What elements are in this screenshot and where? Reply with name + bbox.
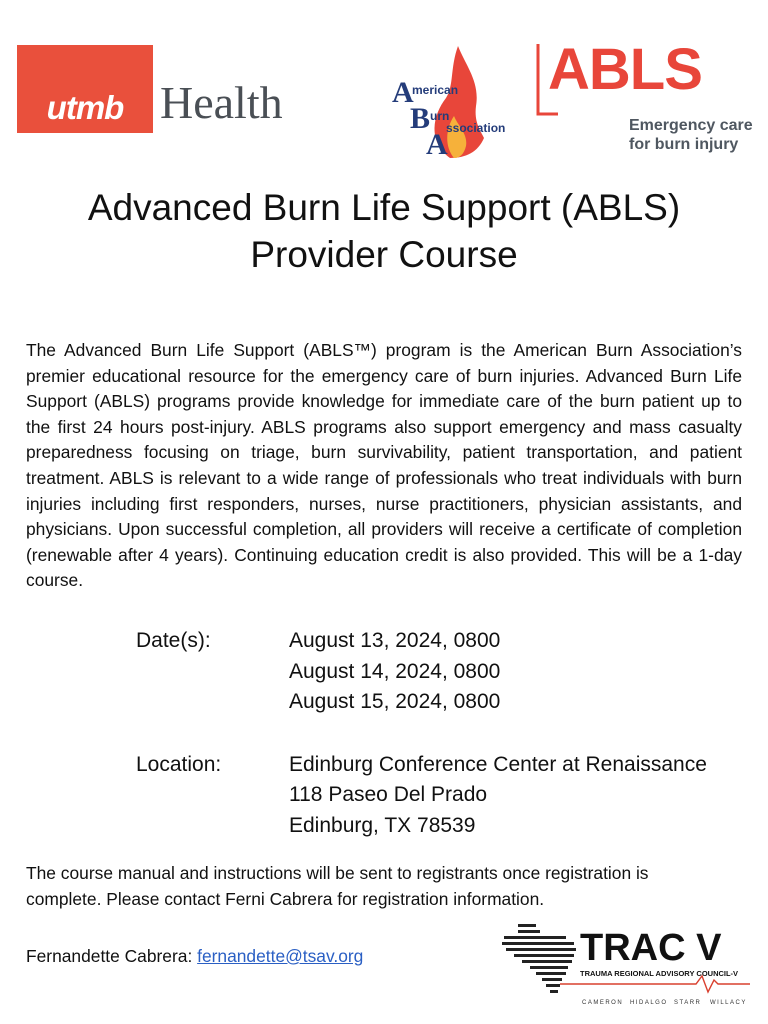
abls-tagline	[629, 116, 753, 154]
aba-word-burn: urn	[430, 109, 450, 123]
dates-row	[136, 626, 707, 718]
contact-email-link[interactable]: fernandette@tsav.org	[197, 946, 364, 966]
texas-map-icon	[502, 924, 576, 993]
abls-tagline-line: Emergency care	[629, 117, 753, 134]
abls-logo-text: ABLS	[548, 37, 702, 102]
trac-county: HIDALGO	[630, 1000, 668, 1006]
course-description: The Advanced Burn Life Support (ABLS™) program is the American Burn Association’s premier educational resource for the emergency care of burn injuries. Advanced Burn Life Support (ABLS) programs provide knowledge for immediate care of the burn patient up to the first 24 hours post-injury. ABLS programs also support emergency and mass casualty preparedness focusing on triage, burn survivability, patient transportation, and patient treatment. ABLS is relevant to a wide range of professionals who treat individuals with burn injuries including first responders, nurses, nurse practitioners, physician assistants, and physicians. Upon successful completion, all providers will receive a certificate of completion (renewable after 4 years). Continuing education credit is also provided. This will be a 1-day course.	[26, 340, 742, 591]
utmb-logo-mark	[17, 45, 153, 133]
trac-county: STARR	[674, 1000, 702, 1006]
abls-tagline-line: for burn injury	[629, 136, 739, 153]
aba-letter-a2: A	[426, 128, 448, 160]
aba-logo	[388, 42, 508, 160]
heartbeat-line-icon	[560, 976, 750, 992]
location-line: 118 Paseo Del Prado	[289, 783, 488, 806]
page-title	[0, 184, 768, 278]
title-line-1: Advanced Burn Life Support (ABLS)	[87, 187, 681, 228]
aba-letter-a1: A	[392, 76, 414, 109]
location-row	[136, 750, 707, 842]
location-line: Edinburg, TX 78539	[289, 813, 476, 837]
date-item: August 15, 2024, 0800	[289, 690, 501, 713]
location-label: Location:	[136, 752, 222, 776]
utmb-logo-text: utmb	[46, 89, 124, 126]
aba-word-american: merican	[412, 83, 459, 97]
utmb-health-wordmark: Health	[160, 77, 283, 128]
trac-subtitle: TRAUMA REGIONAL ADVISORY COUNCIL-V	[580, 969, 739, 978]
aba-letter-b: B	[410, 102, 431, 135]
course-details	[136, 626, 707, 841]
contact-name: Fernandette Cabrera:	[26, 946, 193, 966]
location-line: Edinburg Conference Center at Renaissance	[289, 752, 707, 776]
trac-county: WILLACY	[710, 1000, 747, 1006]
dates-label: Date(s):	[136, 629, 211, 652]
contact-line	[26, 944, 363, 968]
aba-word-association: ssociation	[446, 121, 506, 135]
registration-note: The course manual and instructions will be sent to registrants once registration is complete. Please contact Ferni Cabrera for registration information.	[26, 863, 649, 909]
title-line-2: Provider Course	[250, 234, 518, 275]
trac-v-logo	[500, 918, 758, 1014]
date-item: August 14, 2024, 0800	[289, 659, 501, 683]
date-item: August 13, 2024, 0800	[289, 629, 501, 652]
trac-title: TRAC V	[580, 927, 722, 969]
trac-county: CAMERON	[582, 1000, 624, 1006]
